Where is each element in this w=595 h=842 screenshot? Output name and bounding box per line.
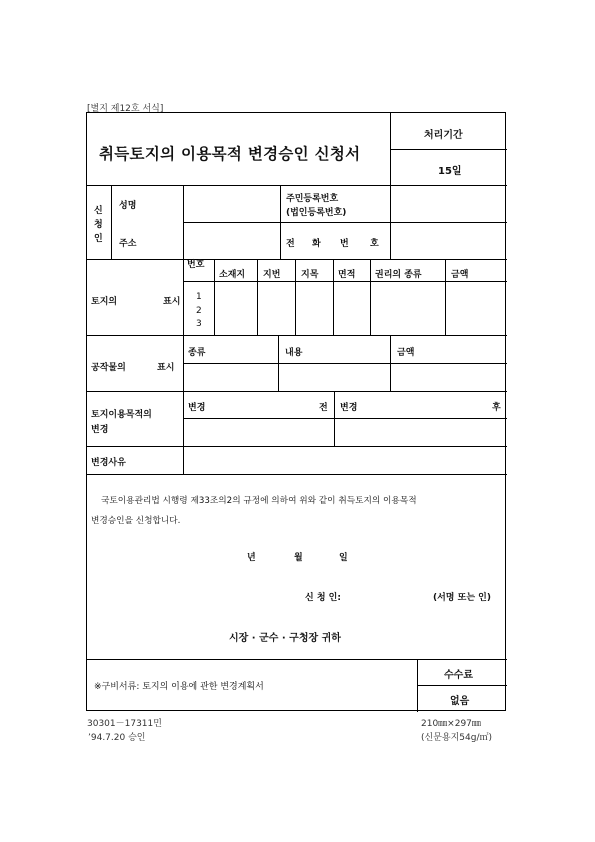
row-number: 2 (196, 306, 202, 316)
before-label: 변경 (188, 403, 206, 413)
fee-value: 없음 (450, 696, 470, 707)
structure-col-type: 종류 (188, 348, 206, 358)
applicant-group-char: 청 (94, 220, 103, 230)
after-label: 변경 (340, 403, 358, 413)
land-section-label: 표시 (163, 297, 181, 307)
date-month: 월 (294, 553, 303, 563)
addressee: 시장 · 군수 · 구청장 귀하 (229, 633, 341, 644)
paper-size: 210㎜×297㎜ (421, 719, 481, 729)
form-number-label: [별지 제12호 서식] (87, 104, 164, 114)
paper-type: (신문용지54g/㎡) (421, 733, 492, 743)
phone-label-char: 호 (370, 239, 379, 249)
approval-number: 30301－17311민 (87, 719, 162, 729)
col-lot-number: 지번 (263, 270, 281, 280)
structure-section-label: 표시 (157, 363, 175, 373)
signature-note: (서명 또는 인) (433, 593, 491, 603)
name-label: 성명 (119, 201, 137, 211)
phone-label-char: 화 (312, 239, 321, 249)
applicant-group-char: 인 (94, 234, 103, 244)
processing-period-label: 처리기간 (424, 130, 463, 141)
application-form (86, 112, 506, 711)
form-title: 취득토지의 이용목적 변경승인 신청서 (99, 145, 361, 163)
date-year: 년 (247, 553, 256, 563)
col-area: 면적 (338, 270, 356, 280)
structure-section-label: 공작물의 (91, 363, 126, 373)
fee-label: 수수료 (444, 670, 473, 681)
statement-line: 국토이용관리법 시행령 제33조의2의 규정에 의하여 위와 같이 취득토지의 이용목적 (101, 496, 417, 506)
purpose-change-label: 변경 (91, 425, 109, 435)
purpose-change-label: 토지이용목적의 (91, 410, 152, 420)
col-right-type: 권리의 종류 (375, 270, 422, 280)
applicant-group-char: 신 (94, 206, 103, 216)
corporate-id-label: (법인등록번호) (286, 208, 347, 218)
statement-line: 변경승인을 신청합니다. (91, 516, 181, 526)
before-label: 전 (319, 403, 328, 413)
structure-col-amount: 금액 (397, 348, 415, 358)
col-land-category: 지목 (301, 270, 319, 280)
land-section-label: 토지의 (91, 297, 118, 307)
applicant-sign-label: 신 청 인: (305, 593, 341, 603)
resident-id-label: 주민등록번호 (286, 194, 339, 204)
address-label: 주소 (119, 239, 137, 249)
row-number: 1 (196, 292, 202, 302)
after-label: 후 (492, 403, 501, 413)
required-documents: ※구비서류: 토지의 이용에 관한 변경계획서 (94, 682, 264, 692)
approval-date: ’94.7.20 승인 (88, 733, 146, 743)
structure-col-content: 내용 (285, 348, 303, 358)
phone-label-char: 번 (340, 239, 349, 249)
processing-period-value: 15일 (438, 166, 462, 177)
col-number: 번호 (187, 260, 205, 270)
col-amount: 금액 (451, 270, 469, 280)
reason-label: 변경사유 (91, 458, 126, 468)
col-location: 소재지 (219, 270, 246, 280)
date-day: 일 (339, 553, 348, 563)
row-number: 3 (196, 319, 202, 329)
phone-label-char: 전 (286, 239, 295, 249)
